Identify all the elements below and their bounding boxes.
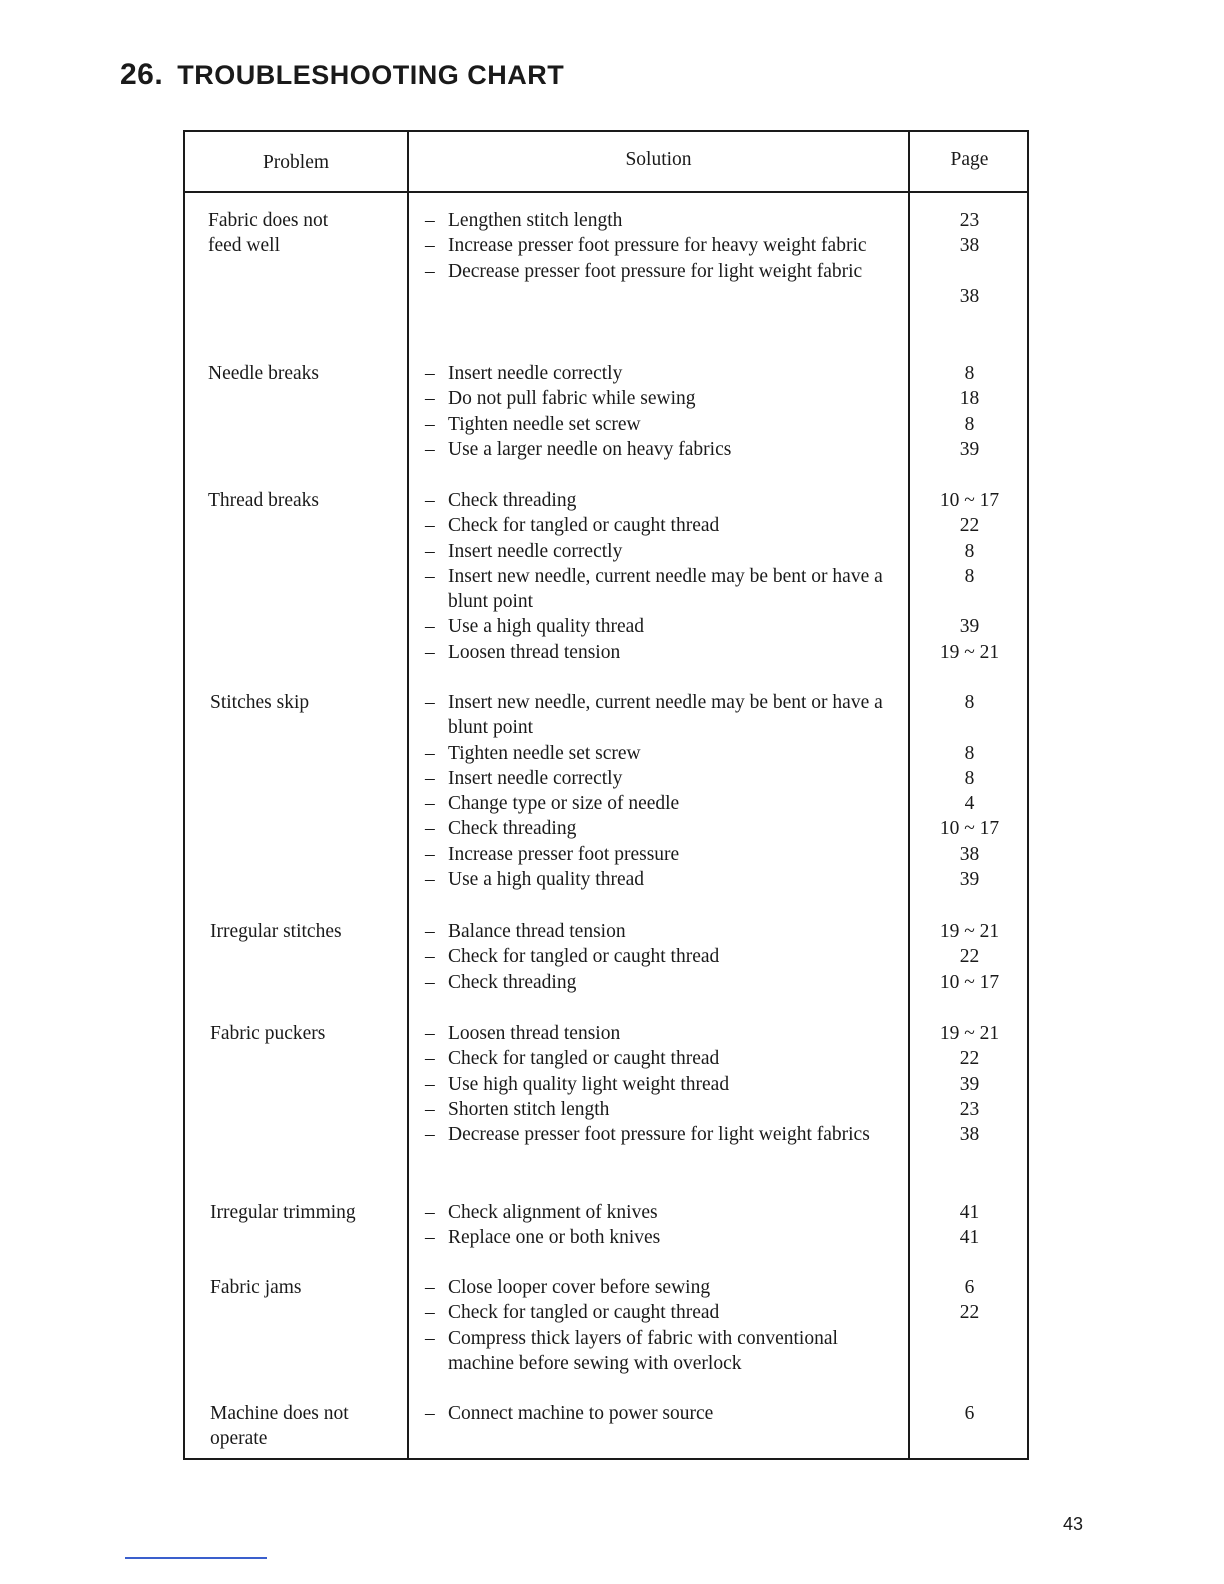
page-ref: 39 <box>959 616 980 638</box>
solution-list <box>425 208 900 284</box>
page-ref: 23 <box>959 210 980 231</box>
page-ref: 8 <box>964 767 975 789</box>
solution-list <box>425 690 900 892</box>
solution-list <box>425 1275 900 1376</box>
solution-item: – Connect machine to power source <box>425 1401 900 1426</box>
page-list <box>910 1401 1029 1426</box>
solution-item: – Shorten stitch length <box>425 1097 900 1122</box>
page-ref: 38 <box>959 1124 980 1146</box>
page-ref: 8 <box>964 540 975 562</box>
solution-list <box>425 1021 900 1147</box>
solution-item: – Insert needle correctly <box>425 766 900 791</box>
problem-cell: Irregular stitches <box>210 921 342 942</box>
page-ref: 38 <box>959 843 980 865</box>
header-divider <box>185 191 1027 193</box>
solution-list <box>425 488 900 665</box>
page-ref: 8 <box>964 742 975 764</box>
solution-item: – Decrease presser foot pressure for light weight fabrics <box>425 1122 900 1147</box>
solution-item: – Insert new needle, current needle may be bent or have a blunt point <box>425 690 900 741</box>
solution-list <box>425 1200 900 1251</box>
problem-cell: Fabric jams <box>210 1277 302 1298</box>
header-solution: Solution <box>625 149 692 170</box>
solution-list <box>425 361 900 462</box>
page-ref: 6 <box>964 1403 975 1424</box>
page-list <box>910 208 1029 334</box>
section-number: 26. <box>120 58 164 91</box>
solution-item: – Insert new needle, current needle may be bent or have a blunt point <box>425 564 900 615</box>
solution-item: – Use a high quality thread <box>425 614 900 639</box>
page-ref: 23 <box>959 1098 980 1120</box>
solution-item: – Tighten needle set screw <box>425 741 900 766</box>
solution-item: – Tighten needle set screw <box>425 412 900 437</box>
page-spacer <box>910 309 1029 334</box>
solution-item: – Change type or size of needle <box>425 791 900 816</box>
page-ref: 41 <box>959 1227 980 1249</box>
solution-item: – Decrease presser foot pressure for light weight fabric <box>425 259 900 284</box>
solution-item: – Use a larger needle on heavy fabrics <box>425 437 900 462</box>
page-ref: 4 <box>964 793 975 815</box>
solution-item: – Check threading <box>425 970 900 995</box>
section-title: TROUBLESHOOTING CHART <box>177 60 565 90</box>
page-list <box>910 1200 1029 1251</box>
solution-item: – Do not pull fabric while sewing <box>425 386 900 411</box>
page-list <box>910 1021 1029 1173</box>
page-list <box>910 690 1029 892</box>
page-ref: 22 <box>959 1302 980 1324</box>
problem-cell: Machine does not operate <box>210 1403 349 1449</box>
solution-item: – Check alignment of knives <box>425 1200 900 1225</box>
header-page: Page <box>950 149 989 170</box>
page-spacer <box>910 1326 1029 1351</box>
page-ref: 38 <box>959 285 980 307</box>
solution-item: – Increase presser foot pressure <box>425 842 900 867</box>
problem-cell: Fabric does not feed well <box>208 210 329 256</box>
page-ref: 22 <box>959 1048 980 1070</box>
problem-cell: Thread breaks <box>208 490 319 511</box>
page-ref: 19 ~ 21 <box>939 641 1000 663</box>
page-ref: 6 <box>964 1277 975 1298</box>
solution-item: – Insert needle correctly <box>425 539 900 564</box>
page-ref: 8 <box>964 692 975 713</box>
page-ref: 10 ~ 17 <box>939 818 1000 840</box>
page-ref: 22 <box>959 515 980 537</box>
solution-item: – Loosen thread tension <box>425 1021 900 1046</box>
solution-item: – Loosen thread tension <box>425 640 900 665</box>
solution-list <box>425 919 900 995</box>
page-ref: 39 <box>959 438 980 460</box>
page-ref: 39 <box>959 869 980 891</box>
solution-item: – Use a high quality thread <box>425 867 900 892</box>
solution-item: – Use high quality light weight thread <box>425 1072 900 1097</box>
page-number: 43 <box>1063 1514 1084 1534</box>
troubleshooting-table <box>183 130 1029 1460</box>
solution-item: – Increase presser foot pressure for heavy weight fabric <box>425 233 900 258</box>
solution-list <box>425 1401 900 1426</box>
page-ref: 10 ~ 17 <box>939 971 1000 993</box>
solution-item: – Check threading <box>425 488 900 513</box>
problem-cell: Needle breaks <box>208 363 319 384</box>
page-spacer <box>910 1147 1029 1172</box>
solution-item: – Lengthen stitch length <box>425 208 900 233</box>
page-spacer <box>910 715 1029 740</box>
page-title <box>120 58 564 92</box>
solution-item: – Compress thick layers of fabric with conventional machine before sewing with overlock <box>425 1326 900 1377</box>
solution-item: – Close looper cover before sewing <box>425 1275 900 1300</box>
problem-cell: Fabric puckers <box>210 1023 326 1044</box>
problem-cell: Irregular trimming <box>210 1202 356 1223</box>
page-ref: 39 <box>959 1073 980 1095</box>
solution-item: – Insert needle correctly <box>425 361 900 386</box>
solution-item: – Check for tangled or caught thread <box>425 1046 900 1071</box>
page-ref: 22 <box>959 946 980 968</box>
page-ref: 10 ~ 17 <box>939 490 1000 511</box>
problem-cell: Stitches skip <box>210 692 310 713</box>
page-ref: 41 <box>959 1202 980 1223</box>
page-ref: 8 <box>964 363 975 384</box>
column-divider <box>407 132 409 1458</box>
solution-item: – Check for tangled or caught thread <box>425 513 900 538</box>
header-problem: Problem <box>262 152 330 173</box>
page-ref: 19 ~ 21 <box>939 1023 1000 1044</box>
page-ref: 8 <box>964 565 975 587</box>
footnote-rule <box>125 1557 267 1559</box>
page-ref: 19 ~ 21 <box>939 921 1000 942</box>
page-ref: 8 <box>964 413 975 435</box>
page-ref: 38 <box>959 235 980 257</box>
page-list <box>910 361 1029 462</box>
page-spacer <box>910 259 1029 284</box>
page-list <box>910 488 1029 665</box>
page-ref: 18 <box>959 388 980 410</box>
solution-item: – Check for tangled or caught thread <box>425 944 900 969</box>
solution-item: – Check threading <box>425 816 900 841</box>
page-list <box>910 919 1029 995</box>
solution-item: – Check for tangled or caught thread <box>425 1300 900 1325</box>
solution-item: – Balance thread tension <box>425 919 900 944</box>
solution-item: – Replace one or both knives <box>425 1225 900 1250</box>
page-list <box>910 1275 1029 1351</box>
page-spacer <box>910 589 1029 614</box>
